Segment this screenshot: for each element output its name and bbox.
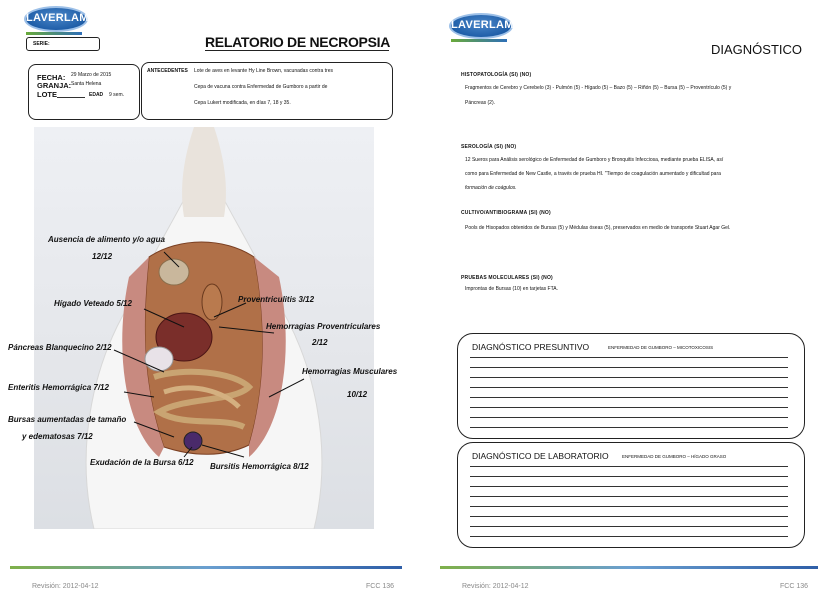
label-bursas-aumentadas: Bursas aumentadas de tamaño bbox=[8, 415, 127, 424]
serologia-heading: SEROLOGÍA (SI) (NO) bbox=[461, 144, 517, 150]
serologia-line-1: 12 Sueros para Análisis serológico de Enfermedad de Gumboro y Bronquitis Infecciosa, mediante prueba ELISA, así bbox=[465, 157, 724, 163]
writing-line bbox=[470, 357, 788, 358]
serie-label: SERIE: bbox=[33, 41, 50, 47]
antecedentes-label: ANTECEDENTES bbox=[147, 68, 188, 74]
writing-line bbox=[470, 496, 788, 497]
antecedentes-line-1: Lote de aves en levante Hy Line Brown, vacunadas contra tres bbox=[194, 68, 333, 74]
histopatologia-heading: HISTOPATOLOGÍA (SI) (NO) bbox=[461, 72, 532, 78]
moleculares-line-1: Improntas de Bursas (10) en tarjetas FTA. bbox=[465, 286, 559, 292]
footer-bar bbox=[10, 566, 402, 569]
logo-text: LAVERLAM bbox=[26, 12, 89, 24]
header-info-box bbox=[28, 64, 140, 120]
antecedentes-box bbox=[141, 62, 393, 120]
diagnostico-laboratorio-box bbox=[457, 442, 805, 548]
footer-code: FCC 136 bbox=[780, 583, 809, 590]
writing-line bbox=[470, 387, 788, 388]
laboratorio-heading: DIAGNÓSTICO DE LABORATORIO bbox=[472, 451, 609, 461]
label-hemorragias-proventriculares: Hemorragias Proventriculares bbox=[266, 322, 381, 331]
edad-value: 9 sem. bbox=[109, 92, 125, 98]
writing-line bbox=[470, 427, 788, 428]
label-bursitis-hemorragica: Bursitis Hemorrágica 8/12 bbox=[210, 462, 309, 471]
title-underline bbox=[205, 50, 389, 51]
label-proventriculitis: Proventriculitis 3/12 bbox=[238, 295, 315, 304]
label-ausencia-alimento: Ausencia de alimento y/o agua bbox=[48, 235, 165, 244]
presuntivo-value: ENFERMEDAD DE GUMBORO – MICOTOXICOSIS bbox=[608, 345, 714, 350]
logo-text: LAVERLAM bbox=[451, 19, 514, 31]
writing-line bbox=[470, 516, 788, 517]
presuntivo-heading: DIAGNÓSTICO PRESUNTIVO bbox=[472, 342, 590, 352]
granja-label: GRANJA: bbox=[37, 81, 72, 90]
writing-line bbox=[470, 377, 788, 378]
page-title: RELATORIO DE NECROPSIA bbox=[205, 34, 391, 50]
histopatologia-line-1: Fragmentos de Cerebro y Cerebelo (3) - Pulmón (5) - Hígado (5) – Bazo (5) – Riñón (5) – Bursa (5) – Proventrículo (5) y bbox=[465, 85, 732, 91]
writing-line bbox=[470, 466, 788, 467]
footer-revision: Revisión: 2012-04-12 bbox=[32, 583, 99, 590]
serie-box bbox=[26, 37, 100, 51]
diagnostico-presuntivo-box bbox=[457, 333, 805, 439]
laboratorio-value: ENFERMEDAD DE GUMBORO – HÍGADO GRASO bbox=[622, 454, 727, 459]
writing-line bbox=[470, 367, 788, 368]
serologia-line-3: formación de coágulos. bbox=[465, 185, 517, 191]
label-pancreas-blanquecino: Páncreas Blanquecino 2/12 bbox=[8, 343, 112, 352]
label-hemorragias-proventriculares-count: 2/12 bbox=[312, 338, 328, 347]
label-hemorragias-musculares-count: 10/12 bbox=[347, 390, 368, 399]
page-title: DIAGNÓSTICO bbox=[711, 42, 803, 57]
label-bursas-edematosas: y edematosas 7/12 bbox=[22, 432, 93, 441]
fecha-label: FECHA: bbox=[37, 73, 66, 82]
label-hemorragias-musculares: Hemorragias Musculares bbox=[302, 367, 398, 376]
fecha-value: 29 Marzo de 2015 bbox=[71, 72, 112, 78]
histopatologia-line-2: Páncreas (2). bbox=[465, 100, 496, 106]
footer-revision: Revisión: 2012-04-12 bbox=[462, 583, 529, 590]
writing-line bbox=[470, 397, 788, 398]
logo-underline bbox=[26, 32, 82, 35]
writing-line bbox=[470, 536, 788, 537]
lote-underline bbox=[57, 97, 85, 98]
antecedentes-line-3: Cepa Lukert modificada, en días 7, 18 y 35. bbox=[194, 100, 291, 106]
lote-label: LOTE bbox=[37, 90, 57, 99]
cultivo-line-1: Pools de Hisopados obtenidos de Bursas (5) y Médulas óseas (5), preservados en medio de transporte Stuart Agar Gel. bbox=[465, 225, 731, 231]
laverlam-logo bbox=[24, 6, 88, 32]
label-higado-veteado: Hígado Veteado 5/12 bbox=[54, 299, 132, 308]
writing-line bbox=[470, 506, 788, 507]
writing-line bbox=[470, 476, 788, 477]
footer-code: FCC 136 bbox=[366, 583, 395, 590]
moleculares-heading: PRUEBAS MOLECULARES (SI) (NO) bbox=[461, 275, 553, 281]
footer-bar bbox=[440, 566, 818, 569]
label-enteritis-hemorragica: Enteritis Hemorrágica 7/12 bbox=[8, 383, 109, 392]
writing-line bbox=[470, 407, 788, 408]
label-ausencia-count: 12/12 bbox=[92, 252, 113, 261]
writing-line bbox=[470, 486, 788, 487]
writing-line bbox=[470, 417, 788, 418]
edad-label: EDAD bbox=[89, 92, 104, 98]
granja-value: Santa Helena bbox=[71, 81, 102, 87]
logo-underline bbox=[451, 39, 507, 42]
label-exudacion-bursa: Exudación de la Bursa 6/12 bbox=[90, 458, 194, 467]
antecedentes-line-2: Cepa de vacuna contra Enfermedad de Gumboro a partir de bbox=[194, 84, 328, 90]
necropsy-report-page bbox=[0, 0, 412, 598]
cultivo-heading: CULTIVO/ANTIBIOGRAMA (SI) (NO) bbox=[461, 210, 551, 216]
writing-line bbox=[470, 526, 788, 527]
serologia-line-2: como para Enfermedad de New Castle, a través de prueba HI. "Tiempo de coagulación aumentado y dificultad para bbox=[465, 171, 721, 177]
laverlam-logo bbox=[449, 13, 513, 39]
